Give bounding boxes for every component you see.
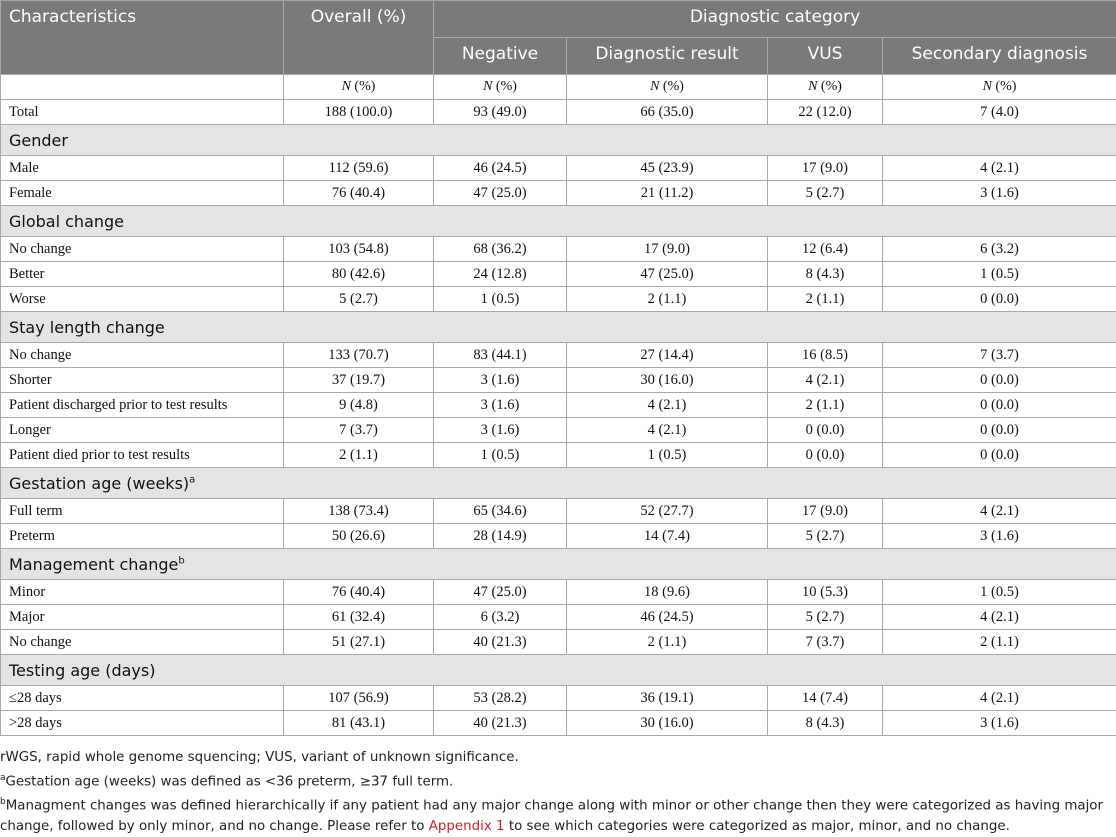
- table-row: [1, 524, 1116, 549]
- cell-overall: 133 (70.7): [284, 343, 434, 368]
- cell-overall: 7 (3.7): [284, 418, 434, 443]
- cell-overall: 37 (19.7): [284, 368, 434, 393]
- cell-diagnostic: 4 (2.1): [567, 393, 768, 418]
- cell-negative: 65 (34.6): [434, 499, 567, 524]
- table-row: [1, 156, 1116, 181]
- row-label: No change: [1, 630, 284, 655]
- cell-negative: 6 (3.2): [434, 605, 567, 630]
- n-percent-cell: N (%): [434, 75, 567, 100]
- cell-negative: 1 (0.5): [434, 443, 567, 468]
- row-label: No change: [1, 237, 284, 262]
- table-row: [1, 262, 1116, 287]
- cell-overall: 76 (40.4): [284, 181, 434, 206]
- cell-vus: 0 (0.0): [768, 418, 883, 443]
- cell-negative: 28 (14.9): [434, 524, 567, 549]
- table-row: [1, 237, 1116, 262]
- section-header-row: [1, 549, 1116, 580]
- cell-secondary: 1 (0.5): [883, 262, 1116, 287]
- row-label: No change: [1, 343, 284, 368]
- n-percent-row: [1, 75, 1116, 100]
- cell-overall: 9 (4.8): [284, 393, 434, 418]
- section-header-row: [1, 468, 1116, 499]
- cell-secondary: 2 (1.1): [883, 630, 1116, 655]
- table-footnotes: [0, 748, 1114, 837]
- cell-vus: 8 (4.3): [768, 262, 883, 287]
- section-title-text: Gender: [9, 131, 68, 150]
- section-header-row: [1, 125, 1116, 156]
- row-label: >28 days: [1, 711, 284, 736]
- cell-negative: 46 (24.5): [434, 156, 567, 181]
- total-value-diagnostic: 66 (35.0): [567, 100, 768, 125]
- cell-vus: 14 (7.4): [768, 686, 883, 711]
- cell-negative: 24 (12.8): [434, 262, 567, 287]
- row-label: Full term: [1, 499, 284, 524]
- n-percent-cell: N (%): [883, 75, 1116, 100]
- cell-diagnostic: 30 (16.0): [567, 368, 768, 393]
- header-overall: Overall (%): [284, 1, 434, 75]
- cell-vus: 17 (9.0): [768, 156, 883, 181]
- cell-diagnostic: 1 (0.5): [567, 443, 768, 468]
- cell-vus: 5 (2.7): [768, 524, 883, 549]
- cell-diagnostic: 52 (27.7): [567, 499, 768, 524]
- cell-overall: 76 (40.4): [284, 580, 434, 605]
- row-label: Minor: [1, 580, 284, 605]
- total-row: [1, 100, 1116, 125]
- cell-vus: 2 (1.1): [768, 287, 883, 312]
- cell-overall: 61 (32.4): [284, 605, 434, 630]
- n-percent-cell: N (%): [768, 75, 883, 100]
- table-row: [1, 287, 1116, 312]
- cell-overall: 112 (59.6): [284, 156, 434, 181]
- header-negative: Negative: [434, 38, 567, 75]
- cell-vus: 10 (5.3): [768, 580, 883, 605]
- cell-vus: 12 (6.4): [768, 237, 883, 262]
- section-title: [1, 125, 1116, 156]
- cell-diagnostic: 17 (9.0): [567, 237, 768, 262]
- cell-negative: 53 (28.2): [434, 686, 567, 711]
- table-row: [1, 580, 1116, 605]
- section-title-text: Testing age (days): [9, 661, 155, 680]
- table-row: [1, 368, 1116, 393]
- row-label: Patient died prior to test results: [1, 443, 284, 468]
- cell-diagnostic: 47 (25.0): [567, 262, 768, 287]
- cell-secondary: 0 (0.0): [883, 393, 1116, 418]
- section-title-text: Global change: [9, 212, 124, 231]
- header-diagnostic-category: Diagnostic category: [434, 1, 1116, 38]
- cell-overall: 2 (1.1): [284, 443, 434, 468]
- footnote-a-text: Gestation age (weeks) was defined as <36 preterm, ≥37 full term.: [6, 774, 454, 789]
- cell-vus: 0 (0.0): [768, 443, 883, 468]
- cell-vus: 17 (9.0): [768, 499, 883, 524]
- cell-negative: 1 (0.5): [434, 287, 567, 312]
- header-diagnostic-result: Diagnostic result: [567, 38, 768, 75]
- footnote-b-text-after: to see which categories were categorized as major, minor, and no change.: [505, 819, 1010, 834]
- cell-negative: 47 (25.0): [434, 181, 567, 206]
- row-label: Female: [1, 181, 284, 206]
- table-row: [1, 418, 1116, 443]
- cell-negative: 83 (44.1): [434, 343, 567, 368]
- row-label: ≤28 days: [1, 686, 284, 711]
- footnote-marker: b: [178, 555, 184, 566]
- cell-overall: 80 (42.6): [284, 262, 434, 287]
- cell-diagnostic: 45 (23.9): [567, 156, 768, 181]
- cell-secondary: 3 (1.6): [883, 524, 1116, 549]
- total-value-overall: 188 (100.0): [284, 100, 434, 125]
- total-value-secondary: 7 (4.0): [883, 100, 1116, 125]
- cell-secondary: 6 (3.2): [883, 237, 1116, 262]
- section-title-text: Management change: [9, 555, 178, 574]
- footnote-a-mark: a: [0, 773, 6, 783]
- cell-negative: 68 (36.2): [434, 237, 567, 262]
- total-label: Total: [1, 100, 284, 125]
- footnote-a: [0, 768, 1114, 792]
- row-label: Patient discharged prior to test results: [1, 393, 284, 418]
- section-title: [1, 206, 1116, 237]
- cell-diagnostic: 4 (2.1): [567, 418, 768, 443]
- row-label: Male: [1, 156, 284, 181]
- cell-secondary: 4 (2.1): [883, 686, 1116, 711]
- table-row: [1, 181, 1116, 206]
- cell-diagnostic: 27 (14.4): [567, 343, 768, 368]
- cell-negative: 40 (21.3): [434, 711, 567, 736]
- table-row: [1, 605, 1116, 630]
- footnote-b-mark: b: [0, 797, 6, 807]
- n-percent-cell: N (%): [284, 75, 434, 100]
- cell-secondary: 0 (0.0): [883, 287, 1116, 312]
- cell-secondary: 1 (0.5): [883, 580, 1116, 605]
- total-value-vus: 22 (12.0): [768, 100, 883, 125]
- footnote-abbreviations: rWGS, rapid whole genome squencing; VUS, variant of unknown significance.: [0, 748, 1114, 768]
- cell-vus: 2 (1.1): [768, 393, 883, 418]
- cell-vus: 8 (4.3): [768, 711, 883, 736]
- cell-negative: 40 (21.3): [434, 630, 567, 655]
- n-percent-cell: N (%): [567, 75, 768, 100]
- cell-negative: 3 (1.6): [434, 393, 567, 418]
- section-title: [1, 468, 1116, 499]
- cell-overall: 5 (2.7): [284, 287, 434, 312]
- header-vus: VUS: [768, 38, 883, 75]
- appendix-1-link[interactable]: Appendix 1: [429, 819, 505, 834]
- table-row: [1, 686, 1116, 711]
- table-row: [1, 443, 1116, 468]
- cell-overall: 81 (43.1): [284, 711, 434, 736]
- cell-vus: 5 (2.7): [768, 181, 883, 206]
- cell-vus: 5 (2.7): [768, 605, 883, 630]
- cell-diagnostic: 46 (24.5): [567, 605, 768, 630]
- cell-diagnostic: 21 (11.2): [567, 181, 768, 206]
- cell-negative: 3 (1.6): [434, 418, 567, 443]
- row-label: Worse: [1, 287, 284, 312]
- cell-vus: 7 (3.7): [768, 630, 883, 655]
- cell-vus: 16 (8.5): [768, 343, 883, 368]
- cell-negative: 47 (25.0): [434, 580, 567, 605]
- cell-overall: 138 (73.4): [284, 499, 434, 524]
- total-value-negative: 93 (49.0): [434, 100, 567, 125]
- cell-secondary: 4 (2.1): [883, 156, 1116, 181]
- header-characteristics: Characteristics: [1, 1, 284, 75]
- cell-secondary: 4 (2.1): [883, 499, 1116, 524]
- cell-secondary: 0 (0.0): [883, 418, 1116, 443]
- section-title: [1, 312, 1116, 343]
- table-row: [1, 343, 1116, 368]
- row-label: Longer: [1, 418, 284, 443]
- cell-overall: 50 (26.6): [284, 524, 434, 549]
- cell-secondary: 3 (1.6): [883, 181, 1116, 206]
- section-header-row: [1, 655, 1116, 686]
- row-label: Better: [1, 262, 284, 287]
- row-label: Preterm: [1, 524, 284, 549]
- cell-vus: 4 (2.1): [768, 368, 883, 393]
- section-title: [1, 655, 1116, 686]
- footnote-b-text-before: Managment changes was defined hierarchically if any patient had any major change along with minor or other change then they were categorized as having major change, followed by only minor, and no change. Please refer to: [0, 799, 1103, 834]
- cell-diagnostic: 14 (7.4): [567, 524, 768, 549]
- cell-overall: 51 (27.1): [284, 630, 434, 655]
- table-body: [1, 75, 1116, 736]
- section-header-row: [1, 206, 1116, 237]
- table-row: [1, 499, 1116, 524]
- cell-diagnostic: 18 (9.6): [567, 580, 768, 605]
- table-row: [1, 393, 1116, 418]
- row-label: Major: [1, 605, 284, 630]
- cell-diagnostic: 36 (19.1): [567, 686, 768, 711]
- cell-overall: 107 (56.9): [284, 686, 434, 711]
- table-header: [1, 1, 1116, 75]
- n-percent-blank: [1, 75, 284, 100]
- cell-secondary: 4 (2.1): [883, 605, 1116, 630]
- section-header-row: [1, 312, 1116, 343]
- section-title-text: Stay length change: [9, 318, 165, 337]
- cell-negative: 3 (1.6): [434, 368, 567, 393]
- header-secondary-diagnosis: Secondary diagnosis: [883, 38, 1116, 75]
- cell-diagnostic: 2 (1.1): [567, 287, 768, 312]
- cell-diagnostic: 2 (1.1): [567, 630, 768, 655]
- section-title-text: Gestation age (weeks): [9, 474, 189, 493]
- cell-secondary: 7 (3.7): [883, 343, 1116, 368]
- section-title: [1, 549, 1116, 580]
- cell-overall: 103 (54.8): [284, 237, 434, 262]
- cell-secondary: 0 (0.0): [883, 443, 1116, 468]
- row-label: Shorter: [1, 368, 284, 393]
- table-row: [1, 711, 1116, 736]
- footnote-b: [0, 792, 1114, 836]
- footnote-marker: a: [189, 474, 195, 485]
- table-row: [1, 630, 1116, 655]
- cell-secondary: 3 (1.6): [883, 711, 1116, 736]
- cell-secondary: 0 (0.0): [883, 368, 1116, 393]
- cell-diagnostic: 30 (16.0): [567, 711, 768, 736]
